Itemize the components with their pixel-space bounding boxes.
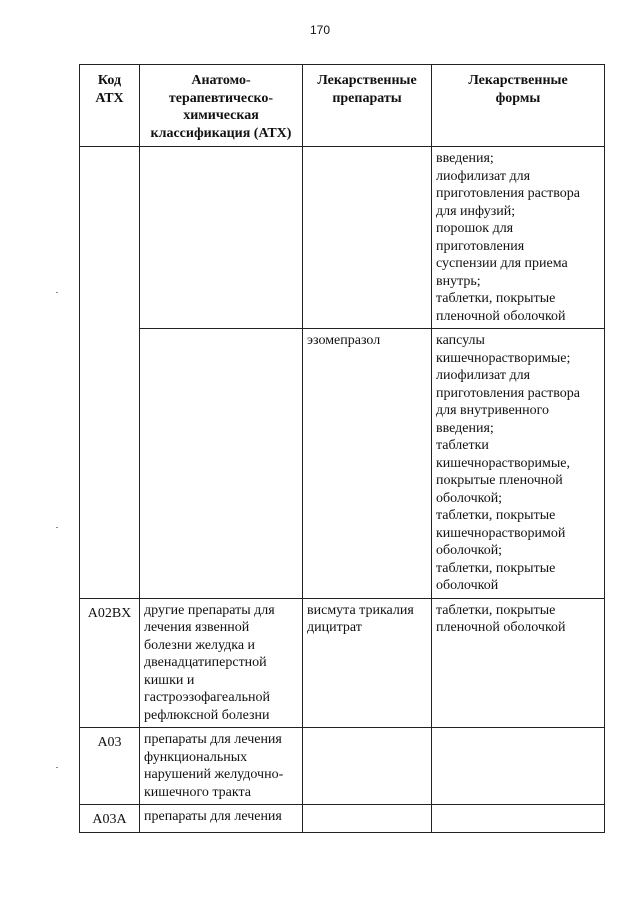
scan-speck bbox=[56, 527, 58, 528]
row-drugs-cell bbox=[303, 805, 432, 833]
header-drugs: Лекарственные препараты bbox=[303, 65, 432, 147]
row-forms-cell bbox=[432, 805, 605, 833]
row-code-cell: A03 bbox=[80, 728, 140, 805]
table-row bbox=[80, 598, 605, 728]
row-drugs-cell bbox=[303, 728, 432, 805]
table-row bbox=[80, 147, 605, 329]
scan-speck bbox=[56, 292, 58, 293]
row-drugs-cell: висмута трикалия дицитрат bbox=[303, 598, 432, 728]
row-forms-cell: капсулы кишечнорастворимые; лиофилизат для приготовления раствора для внутривенного введения; таблетки кишечнорастворимые, покрытые пленочной оболочкой; таблетки, покрытые кишечнорастворимой оболочкой; таблетки, покрытые оболочкой bbox=[432, 329, 605, 599]
table-row bbox=[80, 728, 605, 805]
row-forms-cell: введения; лиофилизат для приготовления раствора для инфузий; порошок для приготовления суспензии для приема внутрь; таблетки, покрытые пленочной оболочкой bbox=[432, 147, 605, 329]
row-classification-cell: другие препараты для лечения язвенной болезни желудка и двенадцатиперстной кишки и гастроэзофагеальной рефлюксной болезни bbox=[140, 598, 303, 728]
row-forms-cell bbox=[432, 728, 605, 805]
row-classification-cell bbox=[140, 147, 303, 329]
drug-classification-table bbox=[79, 64, 605, 833]
scan-speck bbox=[56, 767, 58, 768]
row-code-cell: A03A bbox=[80, 805, 140, 833]
row-drugs-cell bbox=[303, 147, 432, 329]
row-classification-cell: препараты для лечения bbox=[140, 805, 303, 833]
page-number: 170 bbox=[309, 23, 331, 37]
header-forms: Лекарственные формы bbox=[432, 65, 605, 147]
row-classification-cell bbox=[140, 329, 303, 599]
table-row bbox=[80, 805, 605, 833]
row-code-cell bbox=[80, 147, 140, 599]
row-classification-cell: препараты для лечения функциональных нарушений желудочно- кишечного тракта bbox=[140, 728, 303, 805]
header-classification: Анатомо- терапевтическо- химическая классификация (АТХ) bbox=[140, 65, 303, 147]
table-row bbox=[80, 329, 605, 599]
row-code-cell: A02BX bbox=[80, 598, 140, 728]
row-forms-cell: таблетки, покрытые пленочной оболочкой bbox=[432, 598, 605, 728]
row-drugs-cell: эзомепразол bbox=[303, 329, 432, 599]
table-header-row bbox=[80, 65, 605, 147]
header-code: Код АТХ bbox=[80, 65, 140, 147]
